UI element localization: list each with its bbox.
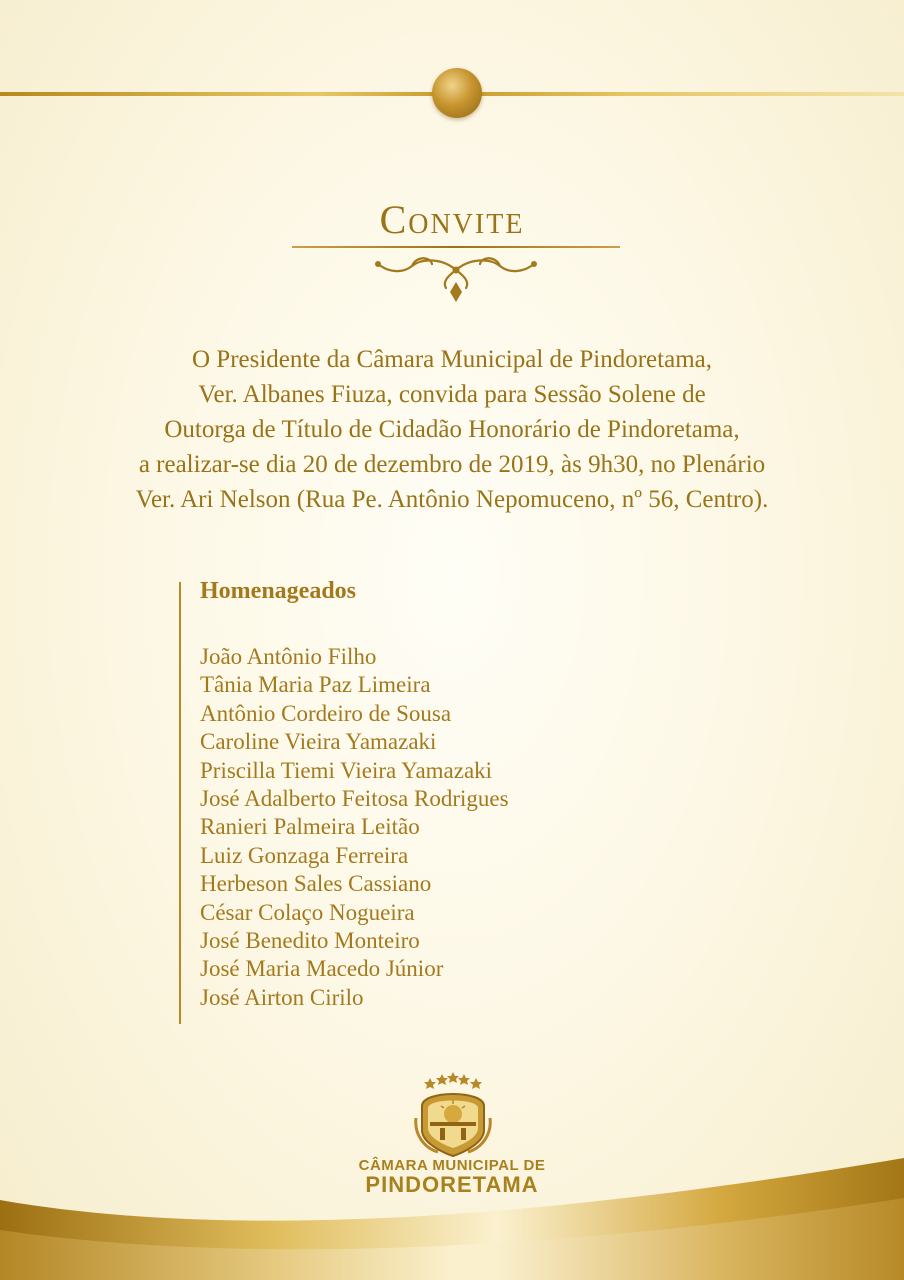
invitation-line: Ver. Albanes Fiuza, convida para Sessão Solene de (198, 381, 706, 408)
honoree-name: Tânia Maria Paz Limeira (200, 672, 431, 698)
gold-medallion (432, 68, 482, 118)
honoree-name: João Antônio Filho (200, 644, 377, 669)
honoree-name: Antônio Cordeiro de Sousa (200, 700, 452, 726)
honoree-name: Caroline Vieira Yamazaki (200, 729, 437, 755)
honoree-name: Priscilla Tiemi Vieira Yamazaki (200, 757, 493, 783)
honoree-name: José Maria Macedo Júnior (200, 956, 444, 982)
brand-line-2: PINDORETAMA (365, 1172, 539, 1197)
coat-of-arms-icon (412, 1068, 494, 1160)
title-underline (292, 246, 620, 248)
honorees-list (200, 643, 509, 1012)
invitation-line: Ver. Ari Nelson (Rua Pe. Antônio Nepomuceno, nº 56, Centro). (135, 486, 769, 513)
honorees-accent-bar (179, 582, 181, 1024)
honorees-heading: Homenageados (200, 578, 356, 604)
honoree-name: José Benedito Monteiro (200, 928, 420, 954)
invitation-line: O Presidente da Câmara Municipal de Pindoretama, (192, 346, 712, 373)
honoree-name: Ranieri Palmeira Leitão (200, 814, 420, 840)
honoree-name: César Colaço Nogueira (200, 899, 415, 925)
page-title: Convite (379, 197, 525, 242)
flourish-ornament-icon (372, 252, 540, 306)
honoree-name: Herbeson Sales Cassiano (200, 871, 432, 897)
invitation-line: Outorga de Título de Cidadão Honorário de Pindoretama, (164, 416, 740, 443)
brand-line-1: CÂMARA MUNICIPAL DE (358, 1157, 546, 1174)
honoree-name: José Airton Cirilo (200, 984, 364, 1010)
invitation-line: a realizar-se dia 20 de dezembro de 2019, às 9h30, no Plenário (138, 451, 766, 478)
honoree-name: Luiz Gonzaga Ferreira (200, 842, 409, 868)
invitation-text (40, 342, 864, 517)
honoree-name: José Adalberto Feitosa Rodrigues (200, 786, 509, 812)
